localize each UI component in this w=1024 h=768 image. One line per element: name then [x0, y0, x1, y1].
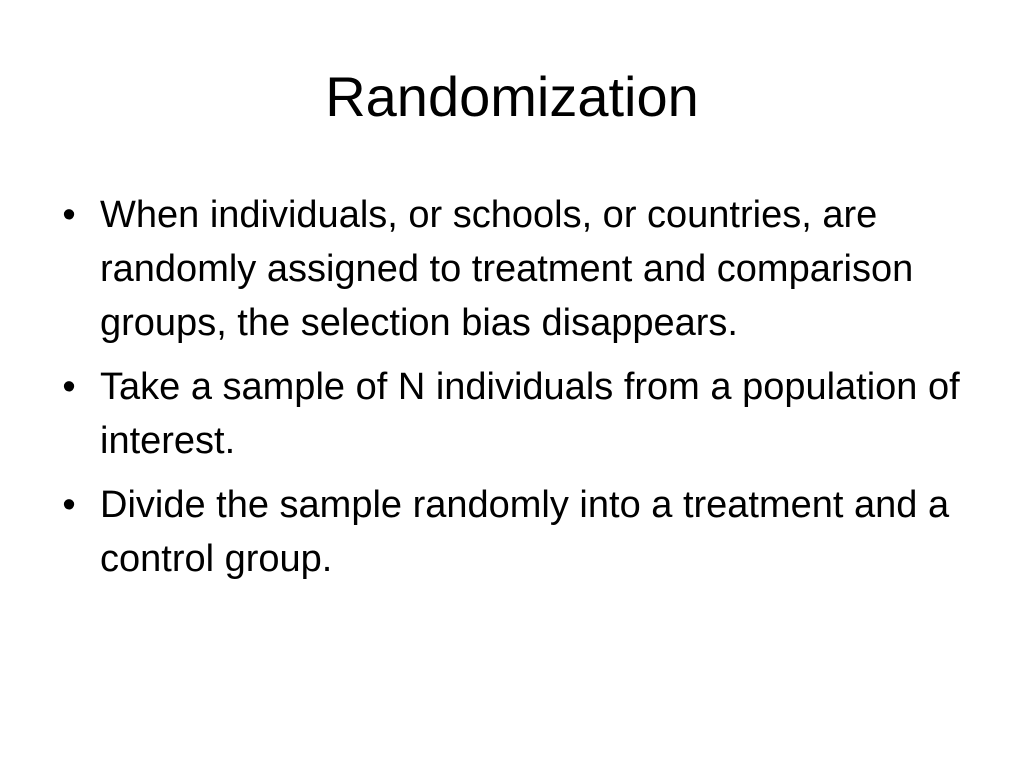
bullet-icon: • [62, 366, 76, 408]
bullet-item [54, 360, 984, 468]
bullet-icon: • [62, 484, 76, 526]
bullet-text: Divide the sample randomly into a treatment and a control group. [100, 484, 950, 580]
slide-title: Randomization [325, 65, 699, 128]
bullet-item [54, 478, 984, 586]
bullet-icon: • [62, 194, 76, 236]
bullet-list [54, 188, 984, 596]
bullet-text: Take a sample of N individuals from a population of interest. [100, 366, 960, 462]
bullet-text: When individuals, or schools, or countries, are randomly assigned to treatment and comparison groups, the selection bias disappears. [100, 194, 914, 344]
bullet-item [54, 188, 984, 350]
